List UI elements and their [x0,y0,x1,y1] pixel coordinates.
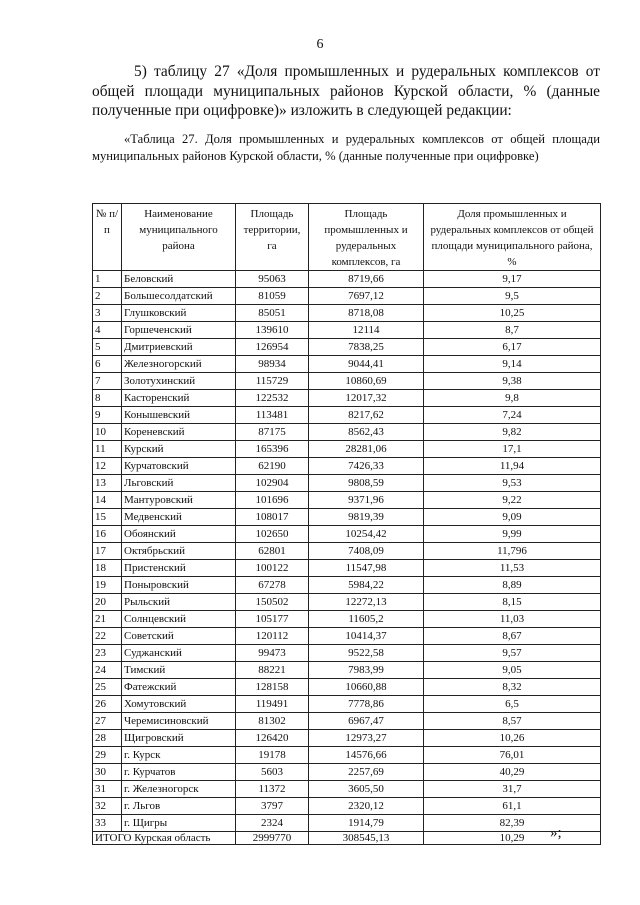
row-number: 29 [93,747,122,764]
table-row [93,407,601,424]
row-number: 16 [93,526,122,543]
district-name: Щигровский [122,730,236,747]
industrial-area: 8718,08 [309,305,424,322]
territory-area: 85051 [236,305,309,322]
share-percent: 7,24 [424,407,601,424]
industrial-area: 7697,12 [309,288,424,305]
row-number: 12 [93,458,122,475]
district-name: Октябрьский [122,543,236,560]
row-number: 18 [93,560,122,577]
header-share: Доля промышленных и рудеральных комплексов от общей площади муниципального района, % [424,204,601,271]
district-name: Курчатовский [122,458,236,475]
row-number: 22 [93,628,122,645]
row-number: 30 [93,764,122,781]
row-number: 4 [93,322,122,339]
industrial-area: 9044,41 [309,356,424,373]
district-name: Тимский [122,662,236,679]
share-percent: 9,14 [424,356,601,373]
territory-area: 81059 [236,288,309,305]
table-row [93,628,601,645]
share-percent: 9,22 [424,492,601,509]
industrial-area: 10414,37 [309,628,424,645]
share-percent: 8,67 [424,628,601,645]
district-name: Глушковский [122,305,236,322]
industrial-area: 9522,58 [309,645,424,662]
share-percent: 11,03 [424,611,601,628]
table-row [93,475,601,492]
territory-area: 100122 [236,560,309,577]
table-row [93,543,601,560]
table-row [93,322,601,339]
table-row [93,730,601,747]
territory-area: 81302 [236,713,309,730]
row-number: 27 [93,713,122,730]
industrial-area: 5984,22 [309,577,424,594]
row-number: 31 [93,781,122,798]
district-name: Поныровский [122,577,236,594]
territory-area: 62801 [236,543,309,560]
territory-area: 165396 [236,441,309,458]
row-number: 3 [93,305,122,322]
district-name: Беловский [122,271,236,288]
table-row [93,373,601,390]
table-row [93,815,601,832]
share-percent: 9,82 [424,424,601,441]
industrial-area: 9371,96 [309,492,424,509]
district-name: Дмитриевский [122,339,236,356]
industrial-area: 7838,25 [309,339,424,356]
territory-area: 119491 [236,696,309,713]
industrial-area: 8562,43 [309,424,424,441]
share-percent: 9,05 [424,662,601,679]
territory-area: 120112 [236,628,309,645]
district-name: Медвенский [122,509,236,526]
intro-paragraph: 5) таблицу 27 «Доля промышленных и рудеральных комплексов от общей площади муниципальных районов Курской области, % (данные полученные при оцифровке)» изложить в следующей редакции: [92,63,600,119]
table-row [93,288,601,305]
industrial-area: 9808,59 [309,475,424,492]
table-row [93,339,601,356]
territory-area: 11372 [236,781,309,798]
row-number: 28 [93,730,122,747]
row-number: 1 [93,271,122,288]
district-name: Обоянский [122,526,236,543]
district-name: Пристенский [122,560,236,577]
table-row [93,458,601,475]
table-row [93,390,601,407]
industrial-area: 7778,86 [309,696,424,713]
share-percent: 10,25 [424,305,601,322]
row-number: 33 [93,815,122,832]
industrial-area: 3605,50 [309,781,424,798]
industrial-area: 7426,33 [309,458,424,475]
territory-area: 67278 [236,577,309,594]
row-number: 2 [93,288,122,305]
share-percent: 11,796 [424,543,601,560]
industrial-area: 9819,39 [309,509,424,526]
table-row [93,764,601,781]
row-number: 6 [93,356,122,373]
table-body [93,271,601,832]
share-percent: 9,8 [424,390,601,407]
territory-area: 126954 [236,339,309,356]
closing-quote: »; [550,825,562,841]
territory-area: 122532 [236,390,309,407]
district-name: Рыльский [122,594,236,611]
total-area: 2999770 [236,832,309,845]
industrial-area: 11605,2 [309,611,424,628]
table-row [93,560,601,577]
share-percent: 9,17 [424,271,601,288]
share-percent: 8,32 [424,679,601,696]
industrial-area: 6967,47 [309,713,424,730]
industrial-area: 7983,99 [309,662,424,679]
industrial-area: 14576,66 [309,747,424,764]
territory-area: 102650 [236,526,309,543]
row-number: 13 [93,475,122,492]
territory-area: 87175 [236,424,309,441]
industrial-area: 12017,32 [309,390,424,407]
table-row [93,798,601,815]
territory-area: 105177 [236,611,309,628]
territory-area: 95063 [236,271,309,288]
share-percent: 8,7 [424,322,601,339]
table-row [93,662,601,679]
territory-area: 150502 [236,594,309,611]
share-percent: 9,38 [424,373,601,390]
district-name: Мантуровский [122,492,236,509]
total-row [93,832,601,845]
share-percent: 76,01 [424,747,601,764]
table-row [93,747,601,764]
territory-area: 126420 [236,730,309,747]
district-name: Курский [122,441,236,458]
territory-area: 102904 [236,475,309,492]
territory-area: 62190 [236,458,309,475]
district-name: г. Щигры [122,815,236,832]
table-row [93,305,601,322]
district-name: Черемисиновский [122,713,236,730]
header-industrial-area: Площадь промышленных и рудеральных комплексов, га [309,204,424,271]
district-name: Касторенский [122,390,236,407]
table-row [93,492,601,509]
share-percent: 9,09 [424,509,601,526]
industrial-area: 2320,12 [309,798,424,815]
data-table [92,203,601,845]
table-row [93,526,601,543]
share-percent: 6,17 [424,339,601,356]
industrial-area: 28281,06 [309,441,424,458]
row-number: 14 [93,492,122,509]
table-row [93,679,601,696]
share-percent: 82,39 [424,815,601,832]
row-number: 23 [93,645,122,662]
table-row [93,441,601,458]
row-number: 7 [93,373,122,390]
row-number: 15 [93,509,122,526]
share-percent: 17,1 [424,441,601,458]
territory-area: 19178 [236,747,309,764]
table-caption: «Таблица 27. Доля промышленных и рудеральных комплексов от общей площади муниципальных районов Курской области, % (данные полученные при оцифровке) [92,132,600,163]
share-percent: 31,7 [424,781,601,798]
share-percent: 11,94 [424,458,601,475]
district-name: Льговский [122,475,236,492]
industrial-area: 12973,27 [309,730,424,747]
industrial-area: 1914,79 [309,815,424,832]
territory-area: 98934 [236,356,309,373]
table-row [93,356,601,373]
territory-area: 139610 [236,322,309,339]
total-industrial-area: 308545,13 [309,832,424,845]
table-row [93,594,601,611]
territory-area: 128158 [236,679,309,696]
district-name: Фатежский [122,679,236,696]
district-name: Хомутовский [122,696,236,713]
industrial-area: 11547,98 [309,560,424,577]
header-district-name: Наименование муниципального района [122,204,236,271]
district-name: Золотухинский [122,373,236,390]
industrial-area: 10660,88 [309,679,424,696]
district-name: г. Льгов [122,798,236,815]
share-percent: 8,57 [424,713,601,730]
table-row [93,713,601,730]
district-name: Суджанский [122,645,236,662]
industrial-area: 10860,69 [309,373,424,390]
share-percent: 40,29 [424,764,601,781]
table-row [93,781,601,798]
header-territory-area: Площадь территории, га [236,204,309,271]
share-percent: 61,1 [424,798,601,815]
row-number: 32 [93,798,122,815]
district-name: Горшеченский [122,322,236,339]
row-number: 17 [93,543,122,560]
table-row [93,509,601,526]
industrial-area: 7408,09 [309,543,424,560]
share-percent: 8,15 [424,594,601,611]
row-number: 19 [93,577,122,594]
share-percent: 6,5 [424,696,601,713]
table-row [93,611,601,628]
industrial-area: 12114 [309,322,424,339]
table-row [93,424,601,441]
page-number: 6 [316,37,324,52]
industrial-area: 8719,66 [309,271,424,288]
industrial-area: 10254,42 [309,526,424,543]
table-row [93,696,601,713]
territory-area: 113481 [236,407,309,424]
row-number: 26 [93,696,122,713]
share-percent: 9,5 [424,288,601,305]
district-name: Большесолдатский [122,288,236,305]
row-number: 11 [93,441,122,458]
row-number: 24 [93,662,122,679]
share-percent: 11,53 [424,560,601,577]
district-name: Кореневский [122,424,236,441]
territory-area: 2324 [236,815,309,832]
share-percent: 9,53 [424,475,601,492]
share-percent: 9,57 [424,645,601,662]
row-number: 10 [93,424,122,441]
share-percent: 8,89 [424,577,601,594]
industrial-area: 8217,62 [309,407,424,424]
table-header-row [93,204,601,271]
total-label: ИТОГО Курская область [93,832,236,845]
row-number: 20 [93,594,122,611]
row-number: 5 [93,339,122,356]
industrial-area: 2257,69 [309,764,424,781]
total-share: 10,29 [424,832,601,845]
territory-area: 3797 [236,798,309,815]
share-percent: 10,26 [424,730,601,747]
table-row [93,577,601,594]
district-name: г. Курчатов [122,764,236,781]
territory-area: 99473 [236,645,309,662]
district-name: Солнцевский [122,611,236,628]
share-percent: 9,99 [424,526,601,543]
district-name: Конышевский [122,407,236,424]
table-row [93,645,601,662]
district-name: г. Железногорск [122,781,236,798]
territory-area: 101696 [236,492,309,509]
district-name: г. Курск [122,747,236,764]
row-number: 9 [93,407,122,424]
district-name: Железногорский [122,356,236,373]
row-number: 25 [93,679,122,696]
district-name: Советский [122,628,236,645]
table-row [93,271,601,288]
territory-area: 108017 [236,509,309,526]
territory-area: 5603 [236,764,309,781]
territory-area: 115729 [236,373,309,390]
row-number: 21 [93,611,122,628]
industrial-area: 12272,13 [309,594,424,611]
territory-area: 88221 [236,662,309,679]
row-number: 8 [93,390,122,407]
header-number: № п/п [93,204,122,271]
